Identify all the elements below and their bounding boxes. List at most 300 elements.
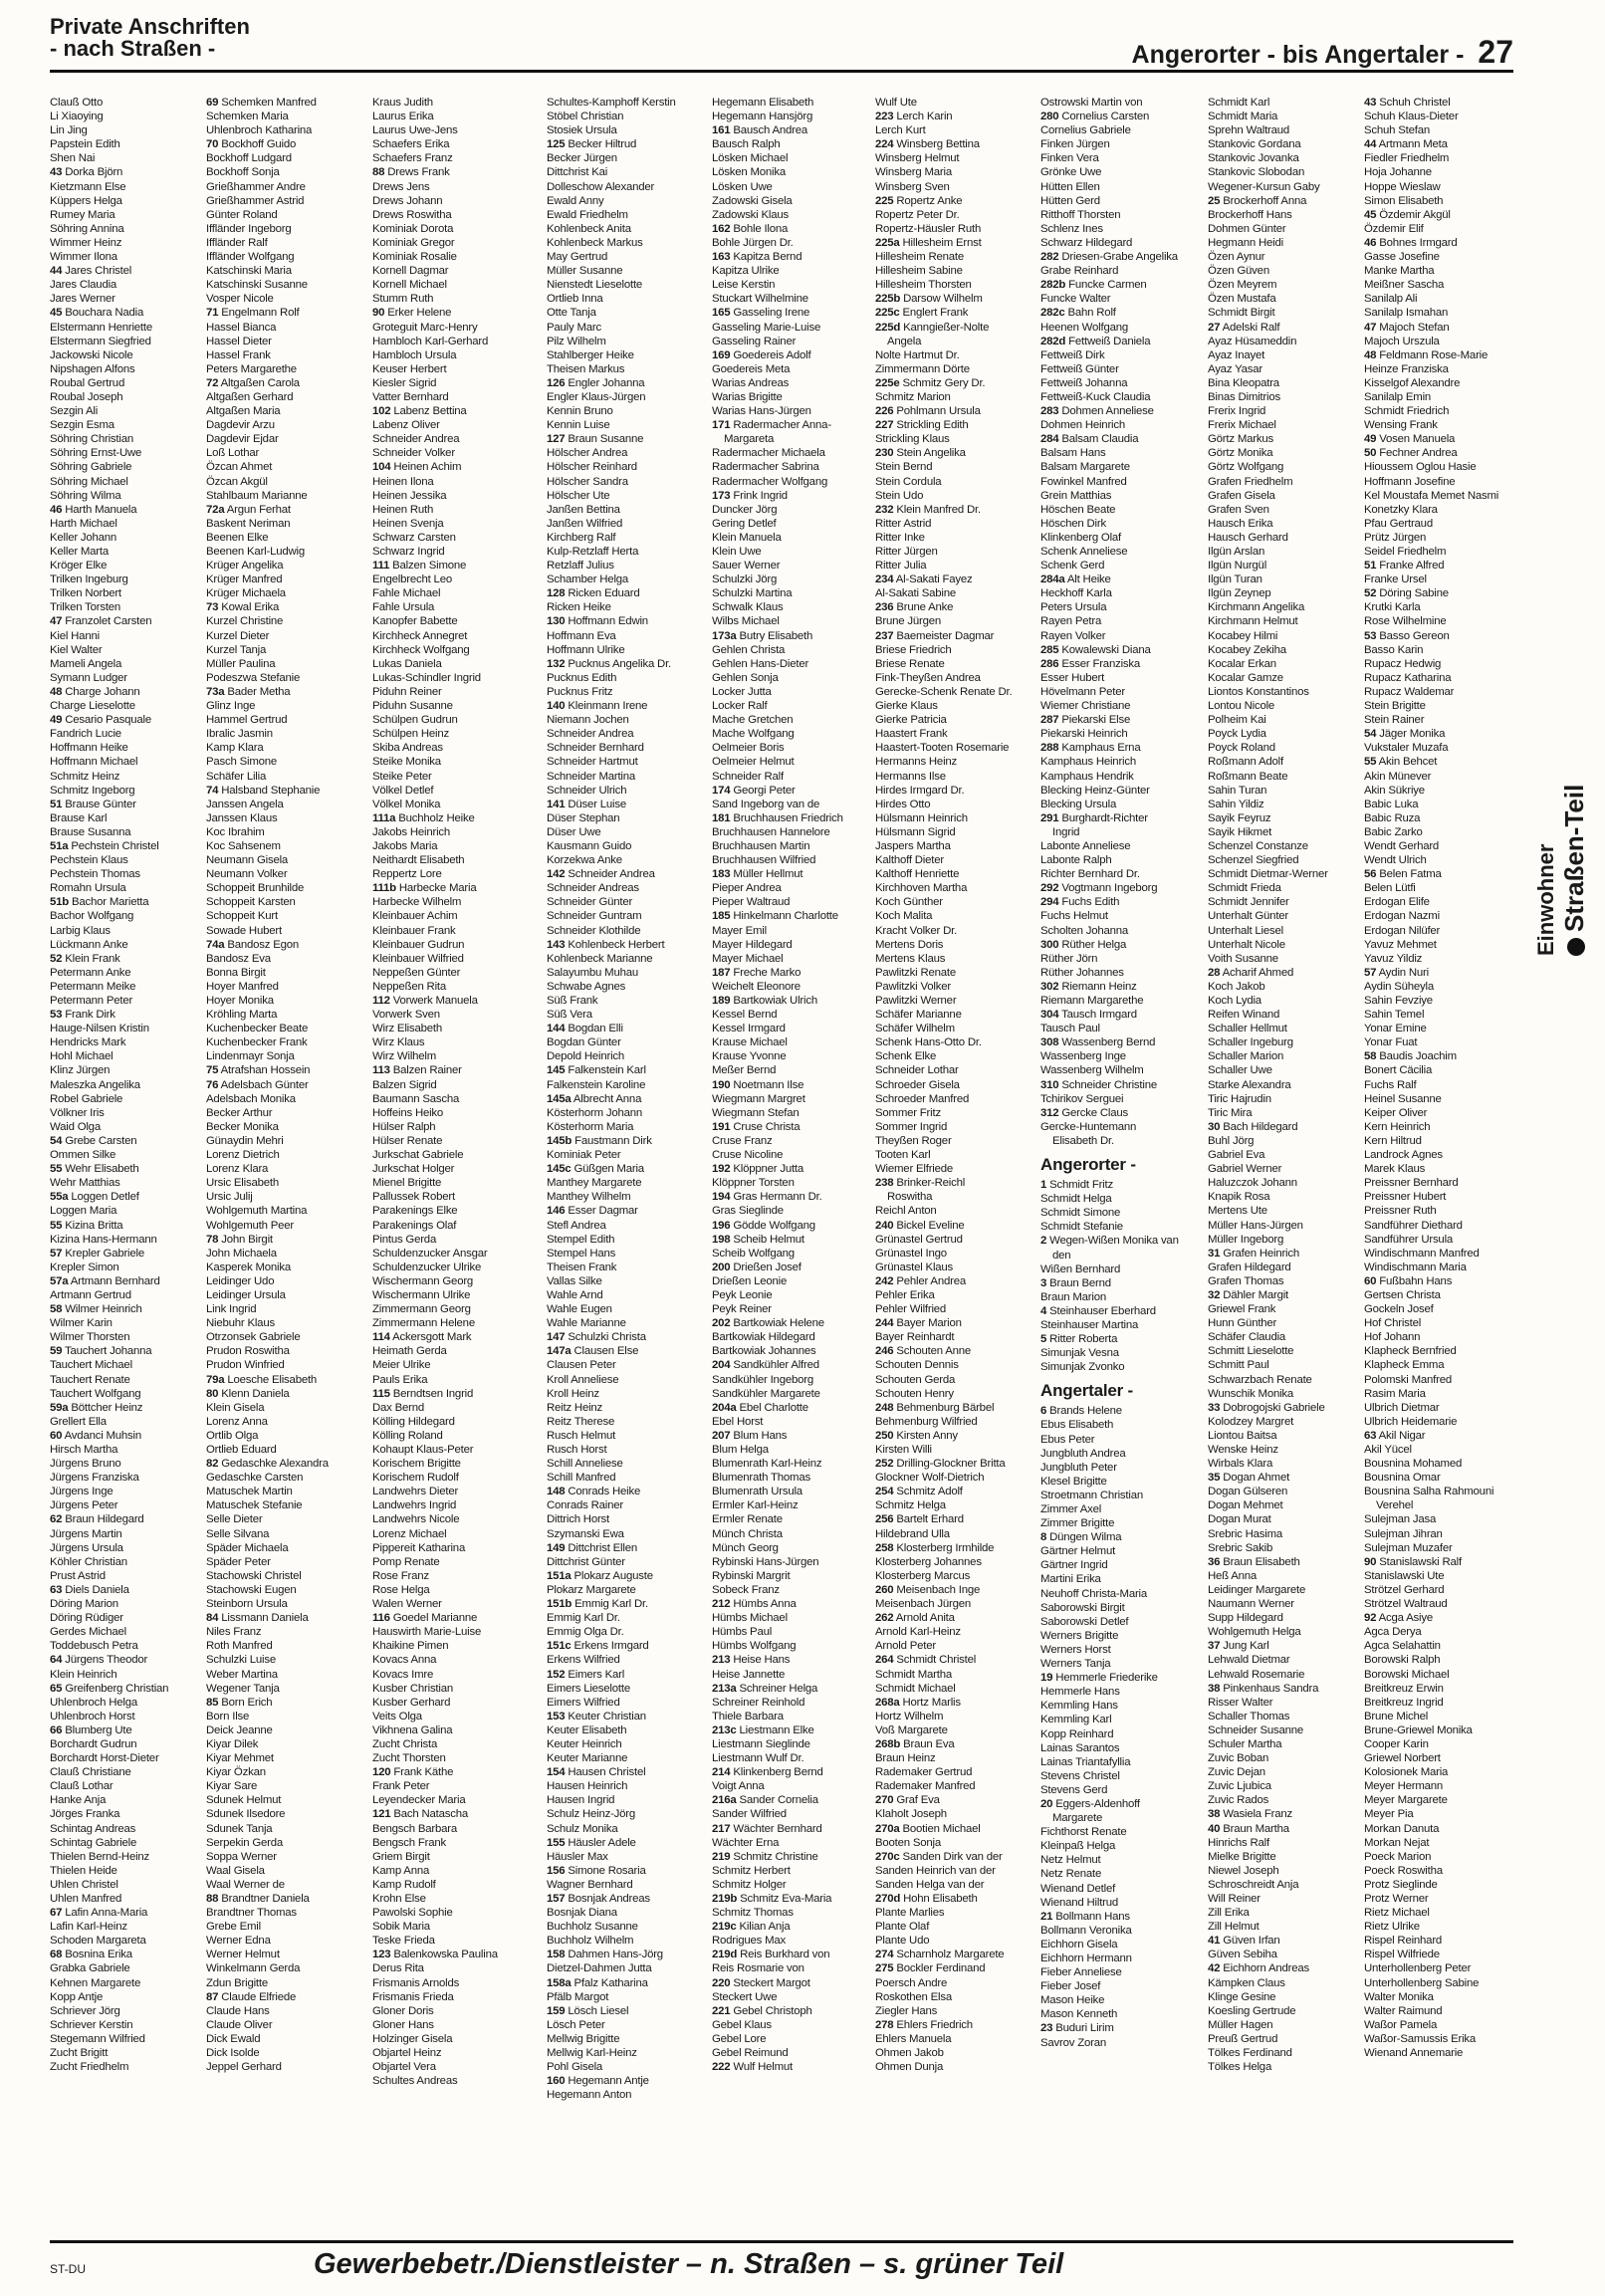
resident-entry: Rybinski Margrit — [712, 1569, 791, 1582]
resident-entry: Waid Olga — [50, 1120, 101, 1133]
resident-entry: 63 Akil Nigar — [1364, 1429, 1426, 1442]
resident-entry: Hermanns Heinz — [875, 756, 958, 769]
resident-entry: Müller Paulina — [206, 657, 276, 670]
resident-entry: Hof Christel — [1364, 1317, 1422, 1330]
resident-entry: Schneider Martina — [547, 770, 636, 783]
resident-entry: Becker Jürgen — [547, 152, 617, 165]
resident-entry: Babic Luka — [1364, 798, 1419, 810]
house-number: 41 — [1208, 1935, 1221, 1948]
house-number: 304 — [1040, 1009, 1059, 1022]
house-number: 82 — [206, 1458, 219, 1471]
resident-entry: Zdun Brigitte — [206, 1976, 268, 1989]
resident-entry: Skiba Andreas — [372, 742, 443, 755]
resident-entry: Sobik Maria — [372, 1921, 430, 1934]
resident-entry: Poeck Marion — [1364, 1850, 1432, 1863]
resident-entry: Bonna Birgit — [206, 966, 266, 979]
resident-entry: 111a Buchholz Heike — [372, 811, 475, 824]
resident-entry: Schneider Hartmut — [547, 756, 638, 769]
resident-entry: Zuvic Ljubica — [1208, 1780, 1271, 1793]
resident-entry: Trilken Torsten — [50, 601, 121, 614]
resident-entry: Kietzmann Else — [50, 180, 126, 193]
house-number: 114 — [372, 1331, 390, 1344]
resident-entry: 45 Özdemir Akgül — [1364, 208, 1451, 221]
resident-entry: Jürgens Peter — [50, 1499, 118, 1512]
resident-entry: Mameli Angela — [50, 657, 122, 670]
resident-entry: Küppers Helga — [50, 194, 122, 207]
house-number: 55 — [50, 1163, 63, 1176]
resident-entry: Glinz Inge — [206, 700, 256, 713]
resident-entry: Söhring Annina — [50, 222, 124, 235]
resident-entry: Kirchheck Annegret — [372, 629, 468, 642]
resident-entry: Schneider Guntram — [547, 910, 642, 923]
house-number: 104 — [372, 461, 391, 474]
resident-entry: Niebuhr Klaus — [206, 1317, 275, 1330]
house-number: 51 — [1364, 560, 1377, 573]
resident-entry: Balzen Sigrid — [372, 1078, 437, 1091]
resident-entry: 270d Hohn Elisabeth — [875, 1893, 978, 1905]
resident-entry: Dagdevir Ejdar — [206, 433, 279, 446]
house-number: 42 — [1208, 1962, 1221, 1975]
house-number: 130 — [547, 615, 566, 628]
resident-entry: Leidinger Udo — [206, 1274, 275, 1287]
resident-entry: 284 Balsam Claudia — [1040, 433, 1139, 446]
resident-entry: Jakobs Maria — [372, 839, 438, 852]
resident-entry: Haastert Frank — [875, 728, 948, 741]
resident-entry: Wiegmann Margret — [712, 1092, 805, 1105]
resident-entry: Ommen Silke — [50, 1149, 116, 1162]
resident-entry: Rusch Helmut — [547, 1429, 616, 1442]
resident-entry: Bachor Wolfgang — [50, 910, 134, 923]
house-number: 141 — [547, 798, 566, 810]
resident-entry: Rodrigues Max — [712, 1935, 787, 1948]
resident-entry: Uhlen Manfred — [50, 1893, 122, 1905]
resident-entry: Kösterhorm Maria — [547, 1120, 634, 1133]
resident-entry: Wahle Eugen — [547, 1303, 612, 1316]
resident-entry: Tooten Karl — [875, 1149, 931, 1162]
house-number: 49 — [1364, 433, 1377, 446]
resident-entry: 37 Jung Karl — [1208, 1640, 1269, 1653]
resident-entry: Leidinger Ursula — [206, 1288, 286, 1301]
resident-entry: 278 Ehlers Friedrich — [875, 2018, 973, 2031]
resident-entry: Lorenz Dietrich — [206, 1149, 280, 1162]
house-number: 187 — [712, 966, 731, 979]
resident-entry: 250 Kirsten Anny — [875, 1429, 958, 1442]
resident-entry: 58 Wilmer Heinrich — [50, 1303, 142, 1316]
resident-entry: 33 Dobrogojski Gabriele — [1208, 1401, 1325, 1414]
resident-entry: 72a Argun Ferhat — [206, 503, 291, 516]
resident-entry: Gärtner Helmut — [1040, 1545, 1116, 1558]
resident-entry: Pechstein Klaus — [50, 854, 128, 867]
resident-entry: 102 Labenz Bettina — [372, 405, 467, 418]
resident-entry: Risser Walter — [1208, 1696, 1273, 1709]
house-number: 250 — [875, 1429, 894, 1442]
resident-entry: Seidel Friedhelm — [1364, 546, 1447, 558]
resident-entry: Schouten Henry — [875, 1387, 954, 1400]
resident-entry: Manthey Margarete — [547, 1177, 642, 1190]
resident-entry: Winsberg Helmut — [875, 152, 960, 165]
resident-entry: Ortlib Olga — [206, 1429, 259, 1442]
resident-entry: Keiper Oliver — [1364, 1106, 1428, 1119]
resident-entry: 219c Kilian Anja — [712, 1921, 791, 1934]
resident-entry: Mason Kenneth — [1040, 2008, 1118, 2021]
resident-entry: Krüger Manfred — [206, 574, 283, 586]
house-number: 28 — [1208, 966, 1221, 979]
resident-entry: Lösch Peter — [547, 2018, 605, 2031]
resident-entry: Schwalk Klaus — [712, 601, 784, 614]
resident-entry: Wischermann Ulrike — [372, 1288, 471, 1301]
house-number: 202 — [712, 1317, 731, 1330]
resident-entry: Fowinkel Manfred — [1040, 475, 1127, 488]
resident-entry: Kanopfer Babette — [372, 615, 458, 628]
house-number: 240 — [875, 1219, 894, 1232]
house-number: 165 — [712, 307, 731, 320]
house-number: 44 — [50, 265, 63, 278]
resident-entry: Tausch Paul — [1040, 1023, 1100, 1035]
resident-entry: Roßmann Adolf — [1208, 756, 1283, 769]
house-number: 207 — [712, 1429, 731, 1442]
resident-entry: 132 Pucknus Angelika Dr. — [547, 657, 672, 670]
resident-entry: 88 Brandtner Daniela — [206, 1893, 310, 1905]
resident-entry: Theyßen Roger — [875, 1134, 952, 1147]
resident-entry: Schmitt Paul — [1208, 1359, 1269, 1372]
house-number: 268b — [875, 1737, 901, 1750]
resident-entry: 72 Altgaßen Carola — [206, 376, 300, 389]
resident-entry: Schwabe Agnes — [547, 980, 626, 993]
resident-entry: Bockhoff Ludgard — [206, 152, 292, 165]
resident-entry: Kessel Bernd — [712, 1009, 778, 1022]
page-header-left — [50, 16, 250, 60]
resident-entry: Sulejman Jasa — [1364, 1513, 1437, 1526]
resident-entry: 226 Pohlmann Ursula — [875, 405, 981, 418]
resident-entry: 212 Hümbs Anna — [712, 1598, 797, 1611]
resident-entry: Pfälb Margot — [547, 1990, 609, 2003]
resident-entry: Stegemann Wilfried — [50, 2032, 145, 2045]
resident-entry: Schäfer Lilia — [206, 770, 267, 783]
resident-entry: Süß Vera — [547, 1009, 592, 1022]
resident-entry: Yavuz Yildiz — [1364, 952, 1423, 965]
resident-entry: 3 Braun Bernd — [1040, 1276, 1111, 1289]
resident-entry: Sanden Heinrich van der — [875, 1864, 996, 1877]
resident-entry: 200 Drießen Josef — [712, 1261, 802, 1273]
resident-entry: 90 Erker Helene — [372, 307, 452, 320]
resident-entry: 158 Dahmen Hans-Jörg — [547, 1949, 663, 1961]
resident-entry: Kohaupt Klaus-Peter — [372, 1444, 474, 1456]
resident-entry: 111 Balzen Simone — [372, 560, 467, 573]
house-number: 76 — [206, 1078, 219, 1091]
resident-entry: 55a Loggen Detlef — [50, 1191, 139, 1204]
resident-entry: Schneider Bernhard — [547, 742, 644, 755]
house-number: 74 — [206, 784, 219, 797]
resident-entry: Schenzel Siegfried — [1208, 854, 1299, 867]
resident-entry: Bousnina Omar — [1364, 1472, 1441, 1485]
resident-entry: Otte Tanja — [547, 307, 596, 320]
house-number: 214 — [712, 1766, 731, 1779]
resident-entry: Matuschek Martin — [206, 1486, 293, 1498]
house-number: 69 — [206, 97, 219, 109]
resident-entry: Kornell Michael — [372, 279, 447, 292]
resident-entry: Erkens Wilfried — [547, 1654, 620, 1667]
resident-entry: 145c Güßgen Maria — [547, 1163, 644, 1176]
resident-entry: Radermacher Wolfgang — [712, 475, 828, 488]
resident-entry: Grabe Reinhard — [1040, 265, 1119, 278]
resident-entry: Wassenberg Inge — [1040, 1050, 1126, 1063]
resident-entry: 291 Burghardt-Richter — [1040, 811, 1148, 824]
resident-entry: Reifen Winand — [1208, 1009, 1280, 1022]
resident-entry: Söhring Michael — [50, 475, 128, 488]
resident-entry: Reitz Therese — [547, 1415, 615, 1428]
resident-entry: Naumann Werner — [1208, 1598, 1294, 1611]
resident-entry: Schmitz Thomas — [712, 1907, 794, 1920]
resident-entry: Hinrichs Ralf — [1208, 1836, 1269, 1849]
resident-entry: Schaller Ingeburg — [1208, 1036, 1293, 1049]
resident-entry: Zill Helmut — [1208, 1921, 1260, 1934]
resident-entry: Claude Oliver — [206, 2018, 273, 2031]
resident-entry: Rose Wilhelmine — [1364, 615, 1447, 628]
resident-entry: 214 Klinkenberg Bernd — [712, 1766, 823, 1779]
resident-entry: Brune-Griewel Monika — [1364, 1723, 1473, 1736]
resident-entry: Grafen Gisela — [1208, 489, 1275, 502]
resident-entry: Gierke Klaus — [875, 700, 938, 713]
resident-entry: 268b Braun Eva — [875, 1737, 955, 1750]
resident-entry: Schülpen Heinz — [372, 728, 449, 741]
house-number: 112 — [372, 995, 390, 1007]
resident-entry: Heinen Svenja — [372, 517, 444, 530]
resident-entry: Schenk Elke — [875, 1050, 937, 1063]
resident-entry: Hausch Erika — [1208, 517, 1273, 530]
house-number: 52 — [50, 952, 63, 965]
directory-column — [547, 96, 721, 2102]
resident-entry: Grünastel Ingo — [875, 1247, 947, 1260]
house-number: 67 — [50, 1907, 63, 1920]
resident-entry: Schmidt Dietmar-Werner — [1208, 868, 1328, 881]
resident-entry: Sandkühler Ingeborg — [712, 1373, 813, 1386]
resident-entry: Engler Klaus-Jürgen — [547, 390, 646, 403]
resident-entry: Vallas Silke — [547, 1274, 602, 1287]
resident-entry: Becker Monika — [206, 1120, 279, 1133]
resident-entry: Bollmann Veronika — [1040, 1924, 1132, 1937]
resident-entry: Artmann Gertrud — [50, 1288, 131, 1301]
house-number: 60 — [50, 1429, 63, 1442]
resident-entry: Schmidt Jennifer — [1208, 896, 1289, 909]
resident-entry: 8 Düngen Wilma — [1040, 1531, 1122, 1544]
resident-entry: Romahn Ursula — [50, 882, 126, 895]
resident-entry: Gabriel Werner — [1208, 1163, 1282, 1176]
resident-entry: Stein Bernd — [875, 461, 933, 474]
resident-entry: 240 Bickel Eveline — [875, 1219, 965, 1232]
resident-entry: Ilgün Turan — [1208, 574, 1262, 586]
resident-entry: Starke Alexandra — [1208, 1078, 1291, 1091]
resident-entry: Pucknus Fritz — [547, 685, 613, 698]
resident-entry: Lorenz Klara — [206, 1163, 269, 1176]
resident-entry: Voith Susanne — [1208, 952, 1278, 965]
resident-entry: Schwarzbach Renate — [1208, 1373, 1312, 1386]
resident-entry: 59 Tauchert Johanna — [50, 1345, 152, 1358]
house-number: 143 — [547, 938, 566, 951]
resident-entry: Kröger Elke — [50, 560, 108, 573]
house-number: 220 — [712, 1976, 731, 1989]
resident-entry: Wilmer Karin — [50, 1317, 113, 1330]
house-number: 46 — [1364, 236, 1377, 249]
resident-entry: Pasch Simone — [206, 756, 278, 769]
resident-entry: 53 Basso Gereon — [1364, 629, 1450, 642]
resident-entry: Hof Johann — [1364, 1331, 1421, 1344]
resident-entry: Lösken Monika — [712, 166, 787, 179]
resident-entry: Scholten Johanna — [1040, 924, 1128, 937]
resident-entry: Krepler Simon — [50, 1261, 119, 1273]
house-number: 270d — [875, 1893, 901, 1905]
resident-entry: Kamp Rudolf — [372, 1878, 436, 1891]
resident-entry: 36 Braun Elisabeth — [1208, 1555, 1300, 1568]
resident-entry: Schuldenzucker Ulrike — [372, 1261, 482, 1273]
resident-entry: Özen Mustafa — [1208, 293, 1276, 306]
resident-entry: Frerix Michael — [1208, 419, 1276, 432]
resident-entry: Görtz Wolfgang — [1208, 461, 1284, 474]
resident-entry: Schoppeit Karsten — [206, 896, 296, 909]
resident-entry: Stankovic Gordana — [1208, 138, 1301, 151]
house-number: 283 — [1040, 405, 1059, 418]
resident-entry: Reis Rosmarie von — [712, 1962, 804, 1975]
house-number: 222 — [712, 2061, 731, 2074]
resident-entry: 28 Acharif Ahmed — [1208, 966, 1294, 979]
resident-entry: Lorenz Michael — [372, 1527, 447, 1540]
resident-entry: 52 Döring Sabine — [1364, 587, 1449, 600]
resident-entry: Kominiak Rosalie — [372, 251, 457, 264]
resident-entry: Otrzonsek Gabriele — [206, 1331, 301, 1344]
house-number: 232 — [875, 503, 894, 516]
resident-entry: Kirchheck Wolfgang — [372, 643, 470, 656]
header-title: Private Anschriften — [50, 14, 250, 39]
resident-entry: Oelmeier Helmut — [712, 756, 795, 769]
resident-entry: 35 Dogan Ahmet — [1208, 1472, 1290, 1485]
resident-entry: Janssen Klaus — [206, 811, 278, 824]
house-number: 248 — [875, 1401, 894, 1414]
resident-entry: Gedaschke Carsten — [206, 1472, 304, 1485]
house-number: 20 — [1040, 1797, 1053, 1810]
resident-entry: 80 Klenn Daniela — [206, 1387, 290, 1400]
house-number: 268a — [875, 1696, 900, 1709]
resident-entry: Hölscher Andrea — [547, 447, 628, 460]
resident-entry: Söhring Christian — [50, 433, 133, 446]
resident-entry: Lontou Nicole — [1208, 700, 1275, 713]
house-number: 149 — [547, 1541, 566, 1554]
resident-entry: Labonte Anneliese — [1040, 839, 1131, 852]
resident-entry: Müller Hans-Jürgen — [1208, 1219, 1303, 1232]
resident-entry: Scheib Wolfgang — [712, 1247, 795, 1260]
resident-entry: 256 Bartelt Erhard — [875, 1513, 964, 1526]
resident-entry: Klesel Brigitte — [1040, 1475, 1107, 1488]
resident-entry: 143 Kohlenbeck Herbert — [547, 938, 665, 951]
resident-entry: Wächter Erna — [712, 1836, 780, 1849]
resident-entry: Mache Gretchen — [712, 714, 794, 727]
resident-entry: Rupacz Katharina — [1364, 671, 1452, 684]
resident-entry: Sahin Yildiz — [1208, 798, 1264, 810]
resident-entry: Gebel Reimund — [712, 2047, 789, 2060]
resident-entry: Reppertz Lore — [372, 868, 442, 881]
resident-entry: Mellwig Brigitte — [547, 2032, 620, 2045]
house-number: 155 — [547, 1836, 566, 1849]
resident-entry: Knapik Rosa — [1208, 1191, 1270, 1204]
resident-entry: Hülsmann Sigrid — [875, 825, 956, 838]
resident-entry: Hausch Gerhard — [1208, 531, 1288, 544]
resident-entry: Gebel Lore — [712, 2032, 767, 2045]
resident-entry: 147a Clausen Else — [547, 1345, 639, 1358]
resident-entry: Goedereis Meta — [712, 362, 791, 375]
resident-entry: Marek Klaus — [1364, 1163, 1426, 1176]
resident-entry-continuation: Verehel — [1376, 1499, 1414, 1512]
house-number: 43 — [1364, 97, 1377, 109]
resident-entry: Tiric Mira — [1208, 1106, 1253, 1119]
house-number: 246 — [875, 1345, 894, 1358]
resident-entry: Fettweiß Dirk — [1040, 348, 1105, 361]
resident-entry: Kirchberg Ralf — [547, 531, 616, 544]
house-number: 285 — [1040, 643, 1059, 656]
resident-entry: Kirchmann Helmut — [1208, 615, 1298, 628]
resident-entry: Elstermann Henriette — [50, 321, 152, 334]
resident-entry: Sauer Werner — [712, 560, 781, 573]
resident-entry: Zill Erika — [1208, 1907, 1250, 1920]
house-number: 286 — [1040, 657, 1059, 670]
house-number: 5 — [1040, 1333, 1047, 1346]
resident-entry: 246 Schouten Anne — [875, 1345, 972, 1358]
resident-entry: Esser Hubert — [1040, 671, 1105, 684]
resident-entry: 6 Brands Helene — [1040, 1405, 1122, 1418]
resident-entry: Wunschik Monika — [1208, 1387, 1294, 1400]
resident-entry: Unterhalt Nicole — [1208, 938, 1285, 951]
resident-entry: Landwehrs Ingrid — [372, 1499, 457, 1512]
resident-entry: Grießhammer Astrid — [206, 194, 305, 207]
resident-entry: Adelsbach Monika — [206, 1092, 296, 1105]
resident-entry-continuation: Elisabeth Dr. — [1052, 1134, 1114, 1147]
resident-entry: Kemmling Hans — [1040, 1700, 1118, 1713]
house-number: 145c — [547, 1163, 572, 1176]
resident-entry: Teske Frieda — [372, 1935, 435, 1948]
resident-entry: Späder Peter — [206, 1555, 271, 1568]
resident-entry: Pauls Erika — [372, 1373, 428, 1386]
resident-entry: 283 Dohmen Anneliese — [1040, 405, 1154, 418]
resident-entry: Ilgün Arslan — [1208, 546, 1265, 558]
resident-entry: Parakenings Olaf — [372, 1219, 457, 1232]
resident-entry: Wiegmann Stefan — [712, 1106, 800, 1119]
resident-entry: Drews Johann — [372, 194, 443, 207]
resident-entry: Kennin Luise — [547, 419, 610, 432]
resident-entry: 158a Pfalz Katharina — [547, 1976, 648, 1989]
house-number: 128 — [547, 587, 566, 600]
resident-entry: Sezgin Esma — [50, 419, 115, 432]
resident-entry: Stevens Christel — [1040, 1769, 1120, 1782]
resident-entry: Schenk Hans-Otto Dr. — [875, 1036, 982, 1049]
resident-entry: Ritter Inke — [875, 531, 925, 544]
resident-entry: 54 Grebe Carsten — [50, 1134, 137, 1147]
resident-entry: Shen Nai — [50, 152, 96, 165]
resident-entry: 244 Bayer Marion — [875, 1317, 962, 1330]
resident-entry: Zucht Thorsten — [372, 1752, 446, 1765]
resident-entry: 225b Darsow Wilhelm — [875, 293, 983, 306]
house-number: 183 — [712, 868, 731, 881]
resident-entry: Breitkreuz Ingrid — [1364, 1696, 1444, 1709]
resident-entry: Derus Rita — [372, 1962, 424, 1975]
resident-entry: Duncker Jörg — [712, 503, 778, 516]
resident-entry: Pauly Marc — [547, 321, 601, 334]
resident-entry: Kolosionek Maria — [1364, 1766, 1449, 1779]
house-number: 147 — [547, 1331, 566, 1344]
resident-entry: Papstein Edith — [50, 138, 120, 151]
header-rule — [50, 70, 1513, 73]
resident-entry: Erdogan Nilüfer — [1364, 924, 1441, 937]
resident-entry: Voß Margarete — [875, 1723, 948, 1736]
resident-entry: 116 Goedel Marianne — [372, 1612, 478, 1625]
resident-entry: Rüther Johannes — [1040, 966, 1124, 979]
resident-entry: Schneider Susanne — [1208, 1723, 1304, 1736]
